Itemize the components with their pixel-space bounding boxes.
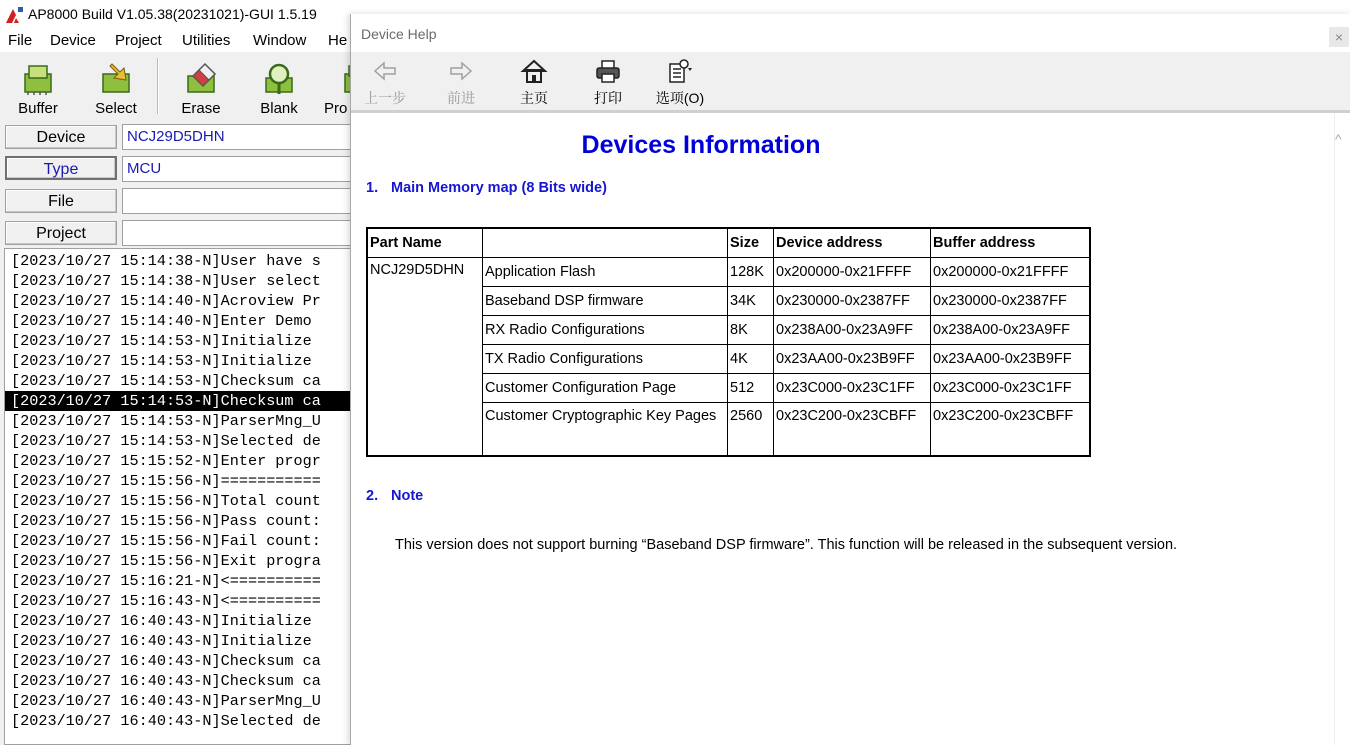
col-part-name: Part Name [367,228,483,258]
size-cell: 8K [728,316,774,345]
home-button[interactable] [506,56,562,108]
table-row [367,258,1090,287]
size-cell: 512 [728,374,774,403]
memory-map-table [366,227,1091,457]
options-icon [666,58,694,84]
print-label: 打印 [594,90,622,106]
device-button[interactable]: Device [5,125,117,149]
log-line[interactable]: [2023/10/27 16:40:43-N]Checksum ca [11,672,321,690]
col-device-address: Device address [774,228,931,258]
help-title-bar [351,14,1350,52]
log-line[interactable]: [2023/10/27 15:15:56-N]=========== [11,472,321,490]
printer-icon [594,58,622,84]
log-line[interactable]: [2023/10/27 15:15:56-N]Total count [11,492,321,510]
region-cell: TX Radio Configurations [483,345,728,374]
size-cell: 34K [728,287,774,316]
type-button[interactable]: Type [5,156,117,180]
project-button[interactable]: Project [5,221,117,245]
log-line[interactable]: [2023/10/27 15:14:38-N]User select [11,272,321,290]
log-line[interactable]: [2023/10/27 15:14:40-N]Acroview Pr [11,292,321,310]
log-line[interactable]: [2023/10/27 15:15:56-N]Fail count: [11,532,321,550]
file-value [122,188,362,214]
erase-label: Erase [181,100,221,117]
log-line[interactable]: [2023/10/27 16:40:43-N]Initialize [11,612,312,630]
program-label: Pro [324,100,348,117]
log-line[interactable]: [2023/10/27 15:15:56-N]Pass count: [11,512,321,530]
window-title: AP8000 Build V1.05.38(20231021)-GUI 1.5.19 [28,6,317,22]
options-label: 选项(O) [655,90,705,106]
section-1-number: 1. [366,180,379,196]
buffer-address-cell: 0x200000-0x21FFFF [931,258,1091,287]
device-address-cell: 0x238A00-0x23A9FF [774,316,931,345]
menu-project[interactable]: Project [115,32,162,49]
buffer-label: Buffer [18,100,58,117]
section-1-title: Main Memory map (8 Bits wide) [391,180,607,196]
blank-button[interactable] [246,56,312,120]
forward-label: 前进 [447,90,475,106]
select-icon [98,60,134,96]
log-line[interactable]: [2023/10/27 16:40:43-N]Checksum ca [11,652,321,670]
menu-device[interactable]: Device [50,32,96,49]
select-label: Select [95,100,137,117]
log-line[interactable]: [2023/10/27 15:14:40-N]Enter Demo [11,312,312,330]
log-list[interactable] [4,248,360,745]
log-line[interactable]: [2023/10/27 15:14:53-N]Selected de [11,432,321,450]
note-text: This version does not support burning “Baseband DSP firmware”. This function will be released in the subsequent version. [395,537,1178,553]
col-buffer-address: Buffer address [931,228,1091,258]
log-line[interactable]: [2023/10/27 15:14:53-N]ParserMng_U [11,412,321,430]
select-button[interactable] [83,56,149,120]
buffer-button[interactable] [5,56,71,120]
log-line[interactable]: [2023/10/27 16:40:43-N]Selected de [11,712,321,730]
buffer-address-cell: 0x23C200-0x23CBFF [931,403,1091,457]
help-toolbar [351,52,1350,111]
table-header-row [367,228,1090,258]
print-button[interactable] [580,56,636,108]
app-logo-icon [4,6,24,24]
project-value [122,220,362,246]
buffer-address-cell: 0x238A00-0x23A9FF [931,316,1091,345]
size-cell: 4K [728,345,774,374]
menu-window[interactable]: Window [253,32,307,49]
buffer-address-cell: 0x23C000-0x23C1FF [931,374,1091,403]
section-2-title: Note [391,488,424,504]
device-value: NCJ29D5DHN [122,124,362,150]
device-address-cell: 0x23C200-0x23CBFF [774,403,931,457]
forward-button[interactable] [433,56,489,108]
device-address-cell: 0x23AA00-0x23B9FF [774,345,931,374]
log-line[interactable]: [2023/10/27 16:40:43-N]Initialize [11,632,312,650]
region-cell: RX Radio Configurations [483,316,728,345]
close-button[interactable]: × [1329,27,1349,47]
buffer-icon [20,60,56,96]
size-cell: 2560 [728,403,774,457]
back-label: 上一步 [364,90,406,106]
log-line[interactable]: [2023/10/27 15:15:56-N]Exit progra [11,552,321,570]
help-window-title: Device Help [361,26,437,42]
log-line[interactable]: [2023/10/27 15:14:53-N]Initialize [11,332,312,350]
menu-help[interactable]: He [328,32,348,49]
erase-button[interactable] [168,56,234,120]
toolbar-separator [157,58,159,114]
region-cell: Customer Configuration Page [483,374,728,403]
part-name-cell: NCJ29D5DHN [367,258,483,457]
section-2-number: 2. [366,488,379,504]
vertical-scrollbar[interactable] [1334,113,1350,745]
back-arrow-icon [371,58,399,84]
help-content [351,113,1350,745]
menu-file[interactable]: File [8,32,33,49]
blank-label: Blank [260,100,298,117]
options-button[interactable] [652,56,708,108]
log-line[interactable]: [2023/10/27 15:14:53-N]Checksum ca [11,372,321,390]
device-help-window [350,14,1350,745]
home-label: 主页 [520,90,548,106]
buffer-address-cell: 0x23AA00-0x23B9FF [931,345,1091,374]
log-line[interactable]: [2023/10/27 15:14:38-N]User have s [11,252,321,270]
region-cell: Application Flash [483,258,728,287]
page-title: Devices Information [581,131,821,159]
log-line[interactable]: [2023/10/27 15:16:21-N]<========== [11,572,321,590]
home-icon [520,58,548,84]
section-2-heading [366,488,423,504]
back-button[interactable] [357,56,413,108]
device-address-cell: 0x200000-0x21FFFF [774,258,931,287]
file-button[interactable]: File [5,189,117,213]
menu-bar [0,30,360,52]
section-1-heading [366,180,607,196]
region-cell: Baseband DSP firmware [483,287,728,316]
buffer-address-cell: 0x230000-0x2387FF [931,287,1091,316]
log-line[interactable]: [2023/10/27 15:16:43-N]<========== [11,592,321,610]
size-cell: 128K [728,258,774,287]
device-address-cell: 0x23C000-0x23C1FF [774,374,931,403]
log-line[interactable]: [2023/10/27 15:15:52-N]Enter progr [11,452,321,470]
forward-arrow-icon [447,58,475,84]
log-line[interactable]: [2023/10/27 15:14:53-N]Initialize [11,352,312,370]
erase-icon [183,60,219,96]
blank-icon [261,60,297,96]
col-size: Size [728,228,774,258]
device-address-cell: 0x230000-0x2387FF [774,287,931,316]
main-toolbar [0,54,360,120]
type-value: MCU [122,156,362,182]
log-line[interactable]: [2023/10/27 15:14:53-N]Checksum ca [5,391,360,411]
scroll-up-icon[interactable]: ^ [1335,131,1342,147]
log-line[interactable]: [2023/10/27 16:40:43-N]ParserMng_U [11,692,321,710]
region-cell: Customer Cryptographic Key Pages [483,403,728,457]
menu-utilities[interactable]: Utilities [182,32,231,49]
col-region [483,228,728,258]
